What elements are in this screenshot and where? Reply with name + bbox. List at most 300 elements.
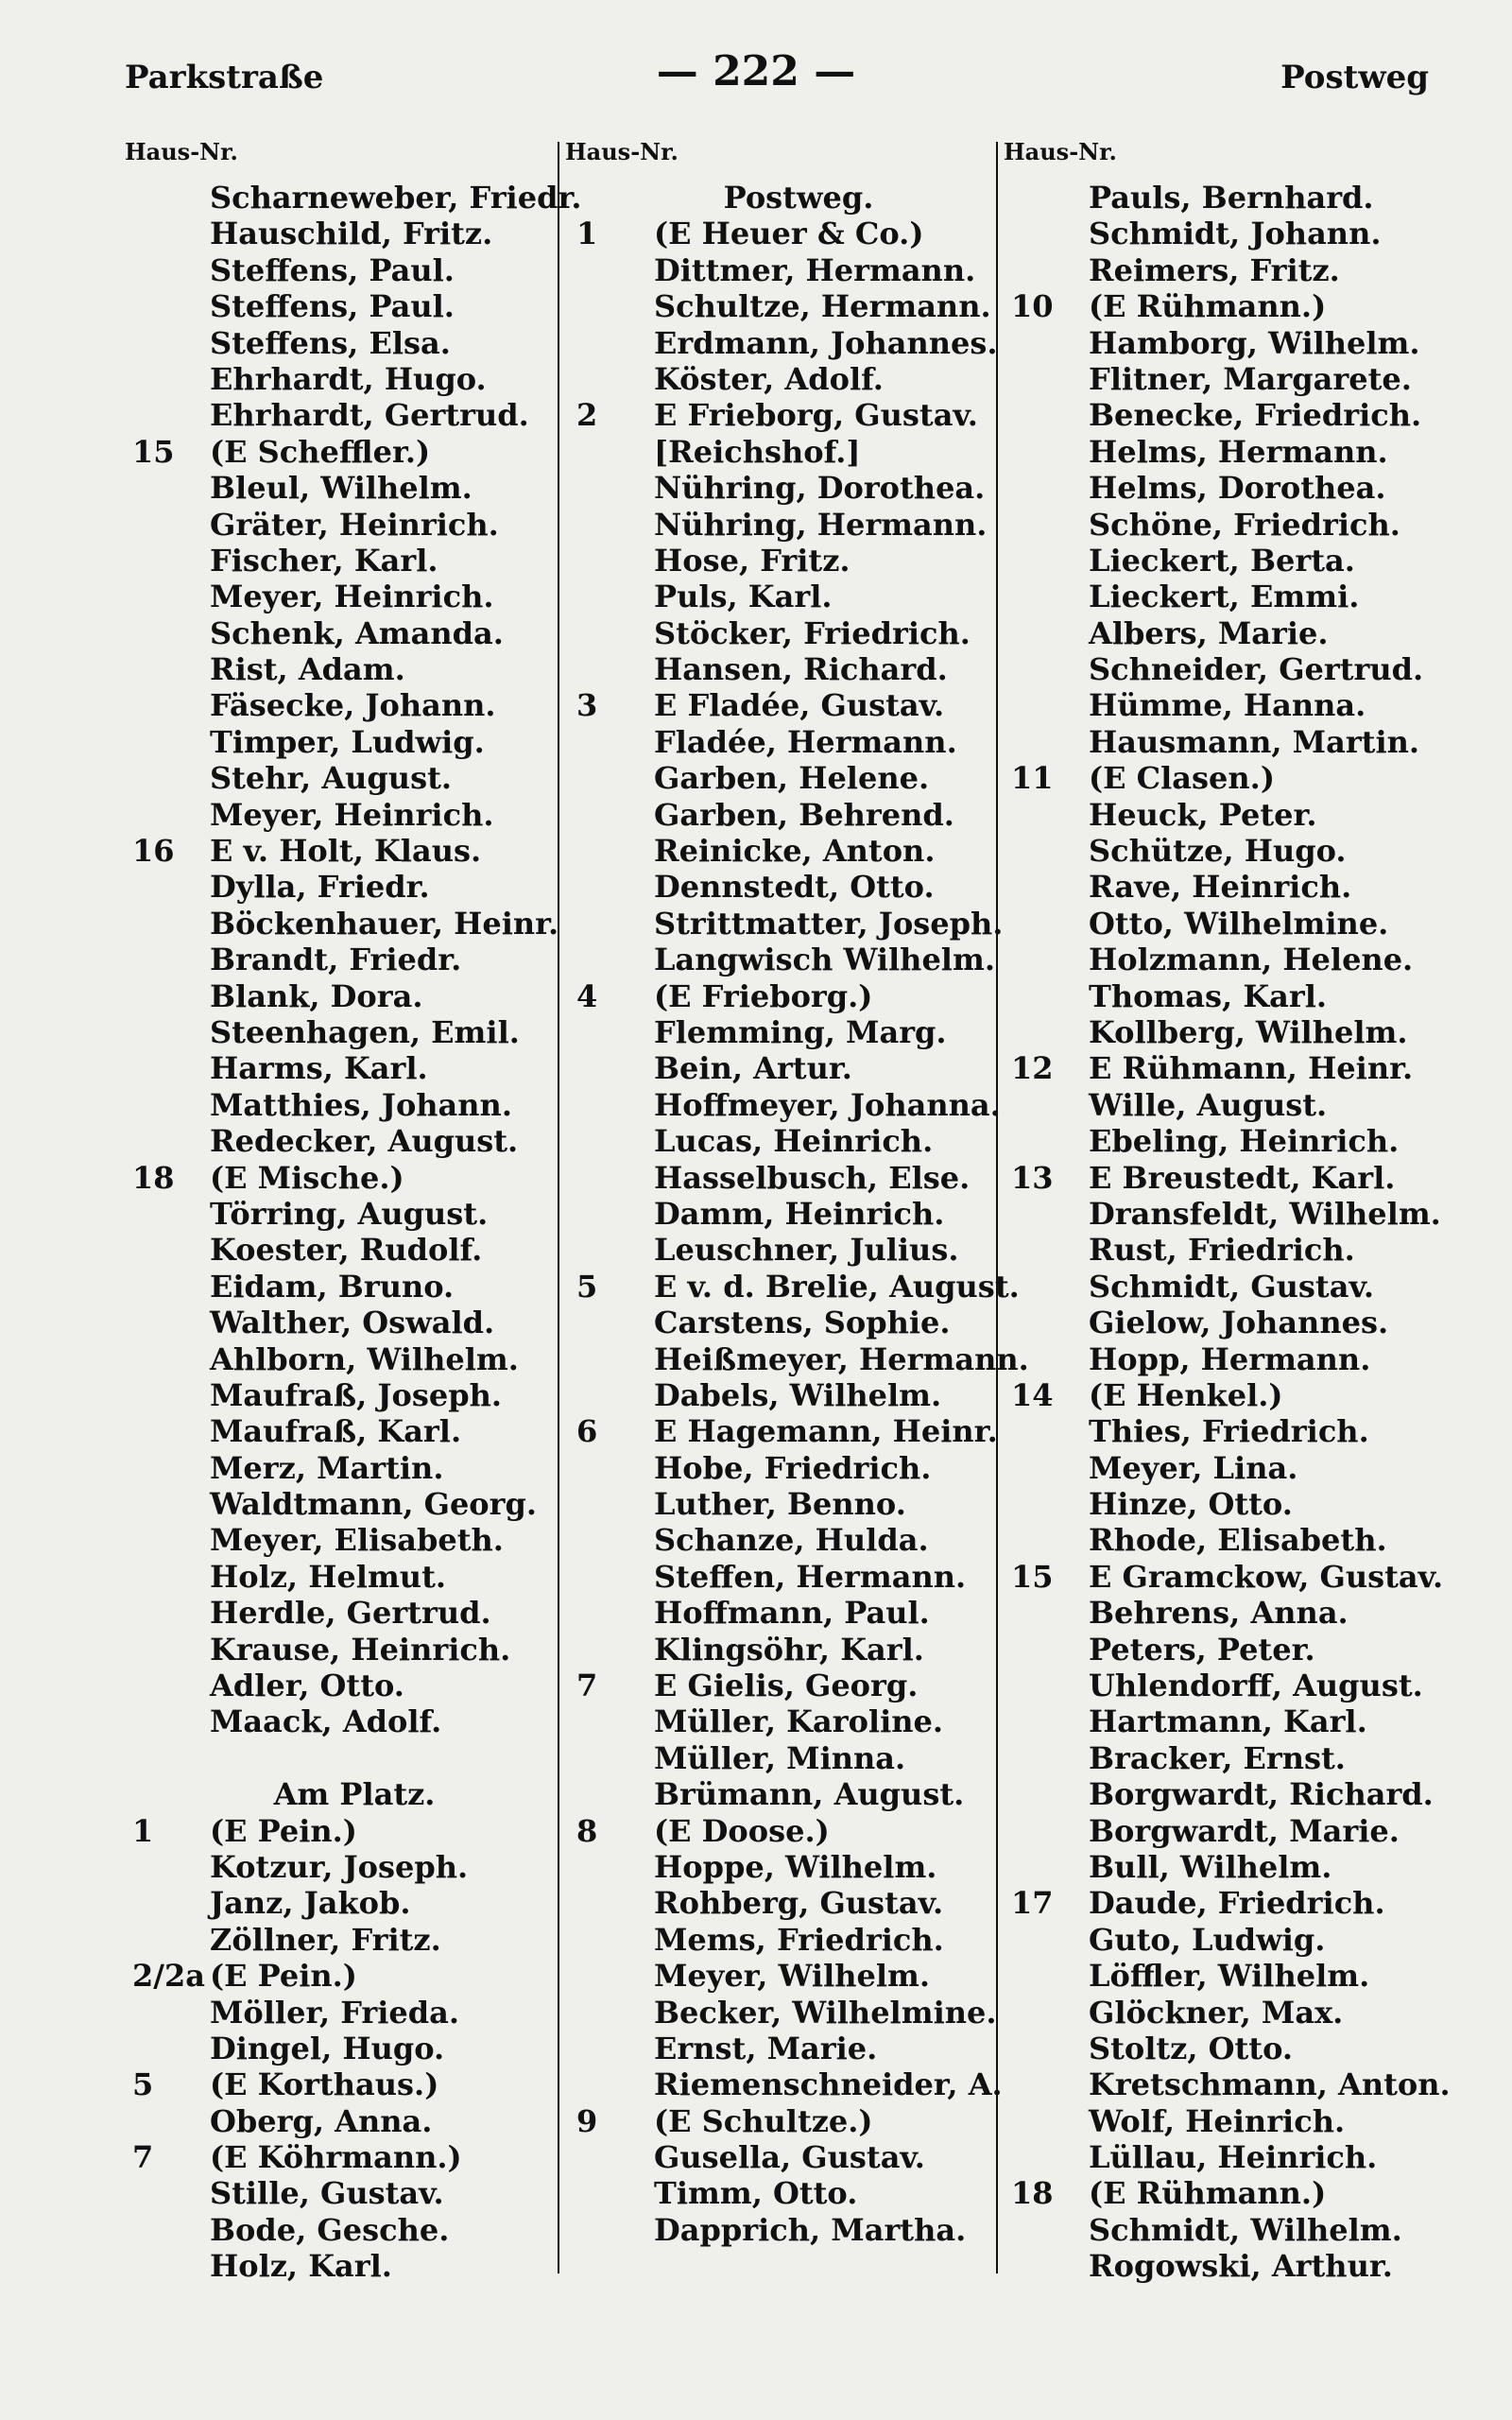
resident-name: Möller, Frieda. [210, 1994, 460, 2031]
directory-entry [132, 906, 576, 942]
resident-name: Schmidt, Johann. [1089, 216, 1382, 252]
house-number: 10 [1011, 288, 1054, 325]
resident-name: Glöckner, Max. [1089, 1994, 1344, 2031]
resident-name: Langwisch Wilhelm. [654, 942, 995, 978]
resident-name: E Hagemann, Heinr. [654, 1413, 998, 1450]
resident-name: Thomas, Karl. [1089, 977, 1328, 1014]
directory-entry [576, 397, 1021, 433]
resident-name: Damm, Heinrich. [654, 1195, 945, 1232]
resident-name: Bleul, Wilhelm. [210, 470, 472, 507]
directory-entry [576, 2031, 1021, 2066]
directory-entry [132, 797, 576, 833]
resident-name: Dingel, Hugo. [210, 2030, 445, 2066]
directory-entry [132, 1813, 576, 1849]
directory-entry [576, 1813, 1021, 1849]
resident-name: Hausmann, Martin. [1089, 723, 1420, 760]
resident-name: Ebeling, Heinrich. [1089, 1123, 1400, 1160]
resident-name: Uhlendorff, August. [1089, 1668, 1423, 1704]
resident-name: Matthies, Johann. [210, 1086, 512, 1123]
directory-entry [132, 1559, 576, 1595]
house-number: 3 [576, 687, 598, 724]
house-number: 1 [132, 1812, 154, 1849]
resident-name: Hauschild, Fritz. [210, 216, 493, 252]
directory-entry [576, 543, 1021, 579]
directory-entry [132, 434, 576, 470]
house-number: 15 [132, 433, 175, 470]
running-head-left: Parkstraße [125, 59, 324, 96]
directory-entry [576, 978, 1021, 1014]
resident-name: Hopp, Hermann. [1089, 1340, 1371, 1377]
resident-name: Maufraß, Karl. [210, 1413, 462, 1450]
resident-name: Bein, Artur. [654, 1050, 852, 1087]
directory-entry [576, 1559, 1021, 1595]
directory-entry [1011, 1559, 1455, 1595]
directory-entry [132, 2175, 576, 2211]
resident-name: Holzmann, Helene. [1089, 942, 1414, 978]
house-number: 2 [576, 397, 598, 434]
directory-entry [132, 1087, 576, 1123]
resident-name: Steenhagen, Emil. [210, 1013, 520, 1050]
directory-entry [576, 797, 1021, 833]
resident-name: Schmidt, Wilhelm. [1089, 2211, 1402, 2248]
directory-entry [1011, 1377, 1455, 1413]
directory-entry [132, 1450, 576, 1486]
resident-name: E Gramckow, Gustav. [1089, 1558, 1444, 1595]
directory-entry [132, 1050, 576, 1086]
resident-name: Schanze, Hulda. [654, 1522, 929, 1559]
directory-entry [1011, 397, 1455, 433]
resident-name: Stehr, August. [210, 760, 452, 797]
resident-name: Kotzur, Joseph. [210, 1848, 469, 1885]
resident-name: Herdle, Gertrud. [210, 1595, 491, 1632]
directory-entry [1011, 1413, 1455, 1449]
directory-entry [576, 1849, 1021, 1885]
resident-name: Stöcker, Friedrich. [654, 614, 971, 651]
resident-name: (E Heuer & Co.) [654, 216, 924, 252]
house-number: 7 [576, 1668, 598, 1704]
directory-entry [132, 833, 576, 869]
resident-name: Oberg, Anna. [210, 2102, 433, 2139]
directory-entry [1011, 2248, 1455, 2284]
directory-entry [1011, 1305, 1455, 1340]
resident-name: Becker, Wilhelmine. [654, 1994, 997, 2031]
resident-name: Müller, Karoline. [654, 1703, 943, 1740]
directory-entry [576, 1269, 1021, 1305]
directory-entry [1011, 1232, 1455, 1268]
directory-entry [1011, 1776, 1455, 1812]
house-number: 7 [132, 2139, 154, 2176]
column-3 [1011, 180, 1455, 2285]
directory-entry [132, 1196, 576, 1232]
directory-entry [576, 1595, 1021, 1631]
directory-entry [576, 1196, 1021, 1232]
resident-name: Guto, Ludwig. [1089, 1921, 1326, 1958]
resident-name: Fäsecke, Johann. [210, 687, 496, 724]
resident-name: Harms, Karl. [210, 1050, 428, 1087]
resident-name: Müller, Minna. [654, 1739, 906, 1776]
house-number: 4 [576, 977, 598, 1014]
directory-entry [576, 470, 1021, 506]
directory-entry [576, 724, 1021, 760]
resident-name: Stoltz, Otto. [1089, 2030, 1293, 2066]
directory-entry [576, 1703, 1021, 1739]
directory-entry [132, 1668, 576, 1703]
resident-name: Gusella, Gustav. [654, 2139, 925, 2176]
directory-entry [576, 579, 1021, 614]
resident-name: Garben, Helene. [654, 760, 930, 797]
directory-entry [1011, 615, 1455, 651]
directory-entry [1011, 1703, 1455, 1739]
column-heading-1: Haus-Nr. [125, 138, 238, 165]
directory-entry [132, 1413, 576, 1449]
resident-name: (E Clasen.) [1089, 760, 1275, 797]
resident-name: Reinicke, Anton. [654, 833, 936, 870]
directory-entry [576, 687, 1021, 723]
resident-name: (E Pein.) [210, 1958, 357, 1995]
directory-entry [132, 1995, 576, 2031]
resident-name: Fischer, Karl. [210, 542, 438, 579]
resident-name: Nühring, Hermann. [654, 506, 988, 543]
directory-entry [132, 942, 576, 977]
directory-entry [576, 1958, 1021, 1994]
directory-entry [576, 1450, 1021, 1486]
resident-name: Köster, Adolf. [654, 360, 884, 397]
directory-entry [132, 651, 576, 687]
resident-name: Löffler, Wilhelm. [1089, 1958, 1370, 1995]
directory-entry [1011, 1885, 1455, 1921]
directory-entry [576, 651, 1021, 687]
directory-entry [1011, 942, 1455, 977]
resident-name: Gielow, Johannes. [1089, 1305, 1389, 1341]
resident-name: Meyer, Lina. [1089, 1449, 1298, 1486]
directory-entry [1011, 325, 1455, 361]
directory-entry [132, 2066, 576, 2102]
resident-name: Dennstedt, Otto. [654, 869, 935, 906]
column-1 [132, 180, 582, 2285]
resident-name: Schenk, Amanda. [210, 614, 504, 651]
directory-entry [1011, 760, 1455, 796]
directory-entry [1011, 869, 1455, 905]
directory-entry [1011, 1087, 1455, 1123]
resident-name: Otto, Wilhelmine. [1089, 905, 1389, 942]
directory-entry [1011, 1341, 1455, 1377]
resident-name: (E Frieborg.) [654, 977, 873, 1014]
resident-name: Hose, Fritz. [654, 542, 850, 579]
resident-name: Carstens, Sophie. [654, 1305, 951, 1341]
resident-name: Helms, Hermann. [1089, 433, 1388, 470]
directory-entry [132, 1849, 576, 1885]
directory-entry [1011, 1522, 1455, 1558]
directory-entry [132, 1632, 576, 1668]
directory-entry [1011, 361, 1455, 397]
resident-name: Schöne, Friedrich. [1089, 506, 1400, 543]
directory-entry [1011, 543, 1455, 579]
resident-name: Erdmann, Johannes. [654, 324, 998, 361]
directory-entry [576, 2103, 1021, 2139]
resident-name: Kollberg, Wilhelm. [1089, 1013, 1408, 1050]
resident-name: Thies, Friedrich. [1089, 1413, 1369, 1450]
street-name: Postweg. [723, 180, 874, 216]
resident-name: Albers, Marie. [1089, 614, 1329, 651]
resident-name: Holz, Karl. [210, 2248, 392, 2285]
directory-entry [1011, 1595, 1455, 1631]
section-heading [132, 1776, 576, 1812]
house-number: 14 [1011, 1376, 1054, 1413]
directory-entry [132, 869, 576, 905]
resident-name: Mems, Friedrich. [654, 1921, 944, 1958]
directory-entry [576, 1160, 1021, 1196]
resident-name: Lüllau, Heinrich. [1089, 2139, 1378, 2176]
resident-name: Behrens, Anna. [1089, 1595, 1349, 1632]
resident-name: Nühring, Dorothea. [654, 470, 986, 507]
directory-entry [576, 869, 1021, 905]
resident-name: (E Henkel.) [1089, 1376, 1283, 1413]
resident-name: Bracker, Ernst. [1089, 1739, 1346, 1776]
directory-entry [132, 1377, 576, 1413]
resident-name: Puls, Karl. [654, 579, 833, 615]
resident-name: Dabels, Wilhelm. [654, 1376, 942, 1413]
directory-entry [132, 252, 576, 288]
resident-name: Krause, Heinrich. [210, 1631, 511, 1668]
directory-entry [132, 1269, 576, 1305]
spacer [132, 1740, 576, 1776]
resident-name: Ehrhardt, Hugo. [210, 360, 487, 397]
street-name: Am Platz. [273, 1776, 436, 1813]
directory-entry [1011, 1632, 1455, 1668]
directory-entry [132, 2248, 576, 2284]
directory-entry [1011, 1196, 1455, 1232]
directory-entry [1011, 2139, 1455, 2175]
resident-name: Peters, Peter. [1089, 1631, 1315, 1668]
resident-name: Zöllner, Fritz. [210, 1921, 441, 1958]
directory-entry [132, 2103, 576, 2139]
directory-entry [1011, 1740, 1455, 1776]
directory-entry [132, 470, 576, 506]
directory-entry [576, 1377, 1021, 1413]
resident-name: Flitner, Margarete. [1089, 360, 1412, 397]
directory-entry [1011, 1958, 1455, 1994]
directory-entry [132, 1123, 576, 1159]
directory-entry [1011, 579, 1455, 614]
directory-entry [576, 760, 1021, 796]
directory-entry [132, 216, 576, 251]
resident-name: Dransfeldt, Wilhelm. [1089, 1195, 1441, 1232]
resident-name: Koester, Rudolf. [210, 1232, 483, 1269]
directory-entry [132, 2139, 576, 2175]
running-head-right: Postweg [1280, 59, 1429, 96]
column-heading-2: Haus-Nr. [565, 138, 679, 165]
resident-name: Blank, Dora. [210, 977, 423, 1014]
directory-entry [576, 1740, 1021, 1776]
column-2 [576, 180, 1029, 2248]
resident-name: Böckenhauer, Heinr. [210, 905, 559, 942]
directory-entry [1011, 1922, 1455, 1958]
resident-name: Ehrhardt, Gertrud. [210, 397, 529, 434]
directory-entry [1011, 507, 1455, 543]
resident-name: Dapprich, Martha. [654, 2211, 967, 2248]
resident-name: Rist, Adam. [210, 651, 405, 688]
directory-entry [132, 1703, 576, 1739]
resident-name: (E Mische.) [210, 1159, 404, 1196]
directory-entry [1011, 2031, 1455, 2066]
directory-entry [576, 1486, 1021, 1522]
resident-name: (E Rühmann.) [1089, 2175, 1327, 2212]
directory-entry [1011, 288, 1455, 324]
resident-name: Ahlborn, Wilhelm. [210, 1340, 519, 1377]
resident-name: Schmidt, Gustav. [1089, 1268, 1374, 1305]
resident-name: E Frieborg, Gustav. [654, 397, 978, 434]
resident-name: E Fladée, Gustav. [654, 687, 945, 724]
resident-name: (E Doose.) [654, 1812, 830, 1849]
resident-name: Hinze, Otto. [1089, 1486, 1293, 1523]
directory-entry [576, 1087, 1021, 1123]
directory-entry [132, 1922, 576, 1958]
resident-name: Hoffmeyer, Johanna. [654, 1086, 1001, 1123]
directory-entry [576, 1050, 1021, 1086]
directory-entry [576, 1668, 1021, 1703]
column-heading-3: Haus-Nr. [1004, 138, 1117, 165]
resident-name: Hasselbusch, Else. [654, 1159, 971, 1196]
resident-name: Maufraß, Joseph. [210, 1376, 503, 1413]
directory-entry [132, 615, 576, 651]
resident-name: Bode, Gesche. [210, 2211, 450, 2248]
directory-entry [132, 288, 576, 324]
resident-name: Fladée, Hermann. [654, 723, 957, 760]
directory-entry [132, 1160, 576, 1196]
resident-name: Scharneweber, Friedr. [210, 180, 582, 216]
directory-entry [576, 216, 1021, 251]
resident-name: Klingsöhr, Karl. [654, 1631, 924, 1668]
directory-entry [1011, 1269, 1455, 1305]
resident-name: Kretschmann, Anton. [1089, 2066, 1451, 2103]
resident-name: Borgwardt, Richard. [1089, 1776, 1434, 1813]
directory-entry [132, 1958, 576, 1994]
resident-name: Helms, Dorothea. [1089, 470, 1386, 507]
resident-name: Hobe, Friedrich. [654, 1449, 932, 1486]
resident-name: Holz, Helmut. [210, 1558, 446, 1595]
directory-entry [1011, 1668, 1455, 1703]
resident-name: Steffens, Paul. [210, 251, 455, 288]
resident-name: (E Korthaus.) [210, 2066, 439, 2103]
house-number: 12 [1011, 1050, 1054, 1087]
directory-entry [1011, 2066, 1455, 2102]
directory-entry [576, 434, 1021, 470]
directory-entry [1011, 687, 1455, 723]
directory-entry [132, 361, 576, 397]
resident-name: Leuschner, Julius. [654, 1232, 959, 1269]
directory-entry [576, 1413, 1021, 1449]
resident-name: Luther, Benno. [654, 1486, 906, 1523]
directory-entry [576, 2212, 1021, 2248]
resident-name: (E Rühmann.) [1089, 288, 1327, 325]
resident-name: Meyer, Heinrich. [210, 796, 494, 833]
directory-entry [132, 2212, 576, 2248]
directory-entry [576, 252, 1021, 288]
directory-entry [132, 1486, 576, 1522]
directory-entry [132, 978, 576, 1014]
directory-entry [132, 1305, 576, 1340]
directory-entry [1011, 833, 1455, 869]
directory-entry [132, 543, 576, 579]
house-number: 15 [1011, 1558, 1054, 1595]
directory-entry [576, 615, 1021, 651]
directory-entry [576, 507, 1021, 543]
directory-entry [132, 397, 576, 433]
resident-name: Hoppe, Wilhelm. [654, 1848, 937, 1885]
resident-name: Flemming, Marg. [654, 1013, 947, 1050]
resident-name: Schneider, Gertrud. [1089, 651, 1424, 688]
directory-entry [576, 1776, 1021, 1812]
directory-entry [1011, 2103, 1455, 2139]
resident-name: Törring, August. [210, 1195, 489, 1232]
section-heading [576, 180, 1021, 216]
directory-entry [576, 1922, 1021, 1958]
resident-name: (E Schultze.) [654, 2102, 873, 2139]
directory-entry [1011, 434, 1455, 470]
resident-name: Lieckert, Emmi. [1089, 579, 1360, 615]
resident-name: E Rühmann, Heinr. [1089, 1050, 1414, 1087]
directory-entry [576, 1522, 1021, 1558]
directory-entry [1011, 2212, 1455, 2248]
directory-entry [132, 1232, 576, 1268]
resident-name: Garben, Behrend. [654, 796, 954, 833]
directory-entry [132, 2031, 576, 2066]
directory-entry [576, 325, 1021, 361]
directory-entry [576, 2139, 1021, 2175]
house-number: 6 [576, 1413, 598, 1450]
resident-name: Adler, Otto. [210, 1668, 404, 1704]
resident-name: Bull, Wilhelm. [1089, 1848, 1332, 1885]
resident-name: Timm, Otto. [654, 2175, 858, 2212]
house-number: 13 [1011, 1159, 1054, 1196]
directory-entry [132, 325, 576, 361]
resident-name: E Gielis, Georg. [654, 1668, 919, 1704]
directory-entry [576, 1305, 1021, 1340]
resident-name: Redecker, August. [210, 1123, 519, 1160]
page-number: — 222 — [656, 47, 856, 95]
directory-entry [576, 1232, 1021, 1268]
resident-name: Wille, August. [1089, 1086, 1328, 1123]
resident-name: E v. d. Brelie, August. [654, 1268, 1020, 1305]
directory-entry [576, 2066, 1021, 2102]
directory-entry [1011, 978, 1455, 1014]
resident-name: E v. Holt, Klaus. [210, 833, 482, 870]
resident-name: Daude, Friedrich. [1089, 1885, 1385, 1922]
directory-entry [576, 1632, 1021, 1668]
resident-name: Meyer, Wilhelm. [654, 1958, 931, 1995]
directory-entry [1011, 797, 1455, 833]
resident-name: Merz, Martin. [210, 1449, 444, 1486]
resident-name: (E Köhrmann.) [210, 2139, 462, 2176]
resident-name: Rave, Heinrich. [1089, 869, 1352, 906]
directory-entry [1011, 1450, 1455, 1486]
directory-entry [576, 1995, 1021, 2031]
resident-name: Dittmer, Hermann. [654, 251, 976, 288]
resident-name: Hümme, Hanna. [1089, 687, 1366, 724]
resident-name: Hamborg, Wilhelm. [1089, 324, 1420, 361]
resident-name: Eidam, Bruno. [210, 1268, 455, 1305]
resident-name: Waldtmann, Georg. [210, 1486, 538, 1523]
directory-entry [576, 1885, 1021, 1921]
directory-entry [132, 1885, 576, 1921]
resident-name: Schultze, Hermann. [654, 288, 991, 325]
directory-entry [1011, 1813, 1455, 1849]
directory-entry [1011, 1486, 1455, 1522]
directory-entry [132, 1595, 576, 1631]
resident-name: Rust, Friedrich. [1089, 1232, 1355, 1269]
resident-name: Pauls, Bernhard. [1089, 180, 1374, 216]
directory-entry [132, 180, 582, 216]
